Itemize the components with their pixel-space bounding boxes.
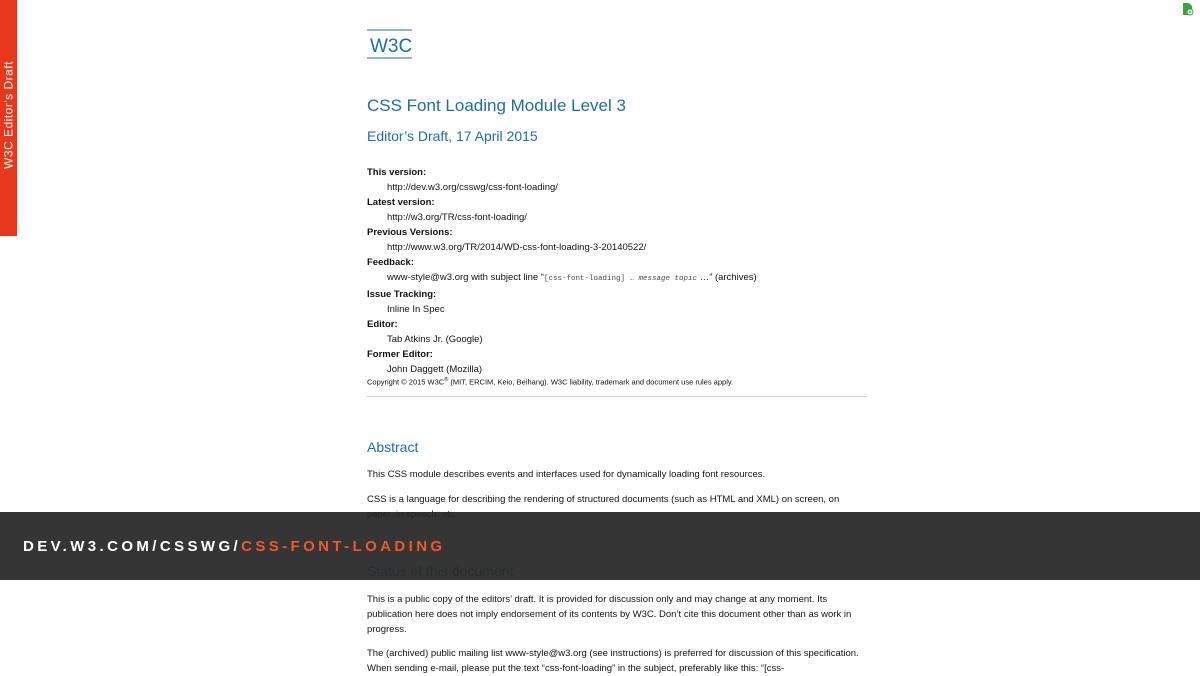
issue-tracking-term: Issue Tracking:	[367, 288, 437, 300]
page-subtitle: Editor’s Draft, 17 April 2015	[367, 128, 538, 144]
spec-metadata	[367, 165, 887, 377]
copyright-notice: Copyright © 2015 W3C® (MIT, ERCIM, Keio, Beihang). W3C liability, trademark and document use rules apply.	[367, 377, 734, 387]
feedback-subject-code: [css-font-loading] … message topic	[543, 274, 697, 283]
feedback-value[interactable]	[387, 270, 887, 287]
former-editor-term: Former Editor:	[367, 348, 433, 360]
abstract-paragraph-1: This CSS module describes events and interfaces used for dynamically loading font resources.	[367, 469, 766, 480]
previous-versions-term: Previous Versions:	[367, 226, 453, 238]
status-paragraph-1: This is a public copy of the editors’ draft. It is provided for discussion only and may change at any moment. Its publication here does not imply endorsement of its contents by W3C. Don’t cite this document other than as work in progress.	[367, 594, 852, 635]
status-paragraph-2: The (archived) public mailing list www-style@w3.org (see instructions) is preferred for discussion of this specification. When sending e-mail, please put the text “css-font-loading” in the subject, preferably like this: “[css-	[367, 648, 859, 674]
url-caption-prefix: DEV.W3.COM/CSSWG/	[23, 538, 242, 555]
editor-term: Editor:	[367, 318, 398, 330]
page-title: CSS Font Loading Module Level 3	[367, 96, 626, 115]
previous-versions-link[interactable]: http://www.w3.org/TR/2014/WD-css-font-loading-3-20140522/	[387, 241, 647, 253]
w3c-logo[interactable]	[367, 29, 412, 59]
url-caption-highlight: CSS-FONT-LOADING	[241, 538, 446, 555]
latest-version-term: Latest version:	[367, 196, 435, 208]
former-editor-value: John Daggett (Mozilla)	[387, 363, 483, 375]
feedback-term: Feedback:	[367, 256, 414, 268]
issue-tracking-link[interactable]: Inline In Spec	[387, 303, 445, 315]
feedback-prefix[interactable]: www-style@w3.org with subject line “	[387, 271, 544, 283]
url-caption	[23, 538, 446, 555]
section-divider	[367, 396, 867, 397]
editors-draft-label: W3C Editor's Draft	[1, 61, 16, 169]
green-document-icon[interactable]	[1180, 2, 1194, 16]
feedback-suffix[interactable]: …” (archives)	[697, 271, 757, 283]
svg-text:W3C: W3C	[370, 36, 412, 57]
this-version-term: This version:	[367, 166, 427, 178]
abstract-heading: Abstract	[367, 439, 419, 455]
abstract-paragraph-2: CSS is a language for describing the rendering of structured documents (such as HTML and XML) on screen, on	[367, 494, 840, 505]
editor-value: Tab Atkins Jr. (Google)	[387, 333, 483, 345]
this-version-link[interactable]: http://dev.w3.org/csswg/css-font-loading/	[387, 181, 558, 193]
latest-version-link[interactable]: http://w3.org/TR/css-font-loading/	[387, 211, 527, 223]
editors-draft-banner	[0, 0, 17, 236]
